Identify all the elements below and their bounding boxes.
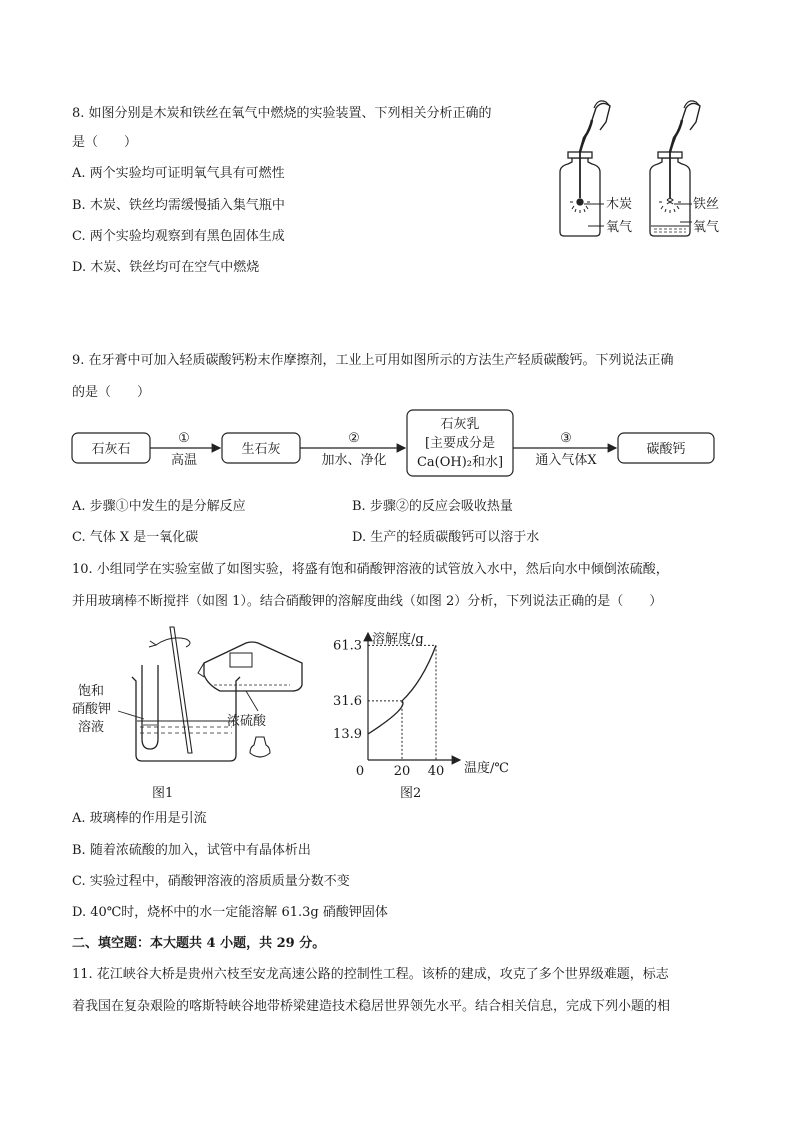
flow-step3-label: 通入气体X bbox=[535, 453, 597, 468]
q10-option-d: D. 40℃时，烧杯中的水一定能溶解 61.3g 硝酸钾固体 bbox=[72, 905, 388, 920]
figure2-caption: 图2 bbox=[400, 786, 422, 801]
label-saturated-2: 硝酸钾 bbox=[72, 702, 112, 717]
q8-option-a: A. 两个实验均可证明氧气具有可燃性 bbox=[72, 166, 285, 181]
label-saturated-1: 饱和 bbox=[78, 684, 105, 699]
flow-box-quicklime-text: 生石灰 bbox=[241, 442, 281, 457]
q9-option-d: D. 生产的轻质碳酸钙可以溶于水 bbox=[352, 530, 540, 545]
solubility-curve bbox=[368, 645, 436, 734]
figure1-caption: 图1 bbox=[152, 786, 174, 801]
flow-box-limestone-text: 石灰石 bbox=[91, 442, 131, 457]
flow-box-lime-milk-l1: 石灰乳 bbox=[440, 417, 480, 432]
q8-option-c: C. 两个实验均观察到有黑色固体生成 bbox=[72, 229, 285, 244]
label-iron-wire: 铁丝 bbox=[693, 197, 720, 212]
q9-option-c: C. 气体 X 是一氧化碳 bbox=[72, 530, 199, 545]
x-tick-20: 20 bbox=[393, 764, 411, 779]
flow-step2-label: 加水、净化 bbox=[321, 453, 387, 468]
q9-stem-line2: 的是（ ） bbox=[72, 385, 151, 400]
jar-charcoal bbox=[560, 101, 610, 236]
label-oxygen-1: 氧气 bbox=[606, 220, 633, 235]
q10-option-b: B. 随着浓硫酸的加入，试管中有晶体析出 bbox=[72, 843, 311, 858]
label-conc-acid: 浓硫酸 bbox=[227, 714, 267, 729]
flow-step1-label: 高温 bbox=[170, 453, 198, 468]
flow-box-lime-milk-l2: [主要成分是 bbox=[424, 436, 496, 451]
acid-bottle bbox=[204, 642, 302, 691]
flow-box-lime-milk-l3: Ca(OH)₂和水] bbox=[416, 455, 504, 470]
q8-stem-line2: 是（ ） bbox=[72, 135, 138, 150]
q10-stem-line2: 并用玻璃棒不断搅拌（如图 1）。结合硝酸钾的溶解度曲线（如图 2）分析，下列说法正确的是（ ） bbox=[72, 594, 663, 609]
flow-box-calcium-carbonate-text: 碳酸钙 bbox=[646, 442, 686, 457]
q10-stem-line1: 10. 小组同学在实验室做了如图实验，将盛有饱和硝酸钾溶液的试管放入水中，然后向水中倾倒浓硫酸， bbox=[72, 562, 669, 577]
q10-option-c: C. 实验过程中，硝酸钾溶液的溶质质量分数不变 bbox=[72, 874, 350, 889]
y-tick-61.3: 61.3 bbox=[333, 638, 362, 654]
q10-option-a: A. 玻璃棒的作用是引流 bbox=[72, 811, 207, 826]
q11-line1: 11. 花江峡谷大桥是贵州六枝至安龙高速公路的控制性工程。该桥的建成，攻克了多个世界级难题，标志 bbox=[72, 967, 669, 982]
q8-figure bbox=[540, 100, 730, 240]
q11-line2: 着我国在复杂艰险的喀斯特峡谷地带桥梁建造技术稳居世界领先水平。结合相关信息，完成下列小题的相 bbox=[72, 999, 671, 1014]
bottle-stopper bbox=[250, 737, 270, 757]
x-tick-40: 40 bbox=[427, 764, 445, 779]
q10-figure1 bbox=[70, 615, 310, 800]
label-oxygen-2: 氧气 bbox=[693, 220, 720, 235]
x-axis-label: 温度/℃ bbox=[464, 761, 509, 776]
y-tick-13.9: 13.9 bbox=[333, 727, 362, 743]
q10-figure2-chart bbox=[328, 625, 528, 805]
q9-stem-line1: 9. 在牙膏中可加入轻质碳酸钙粉末作摩擦剂，工业上可用如图所示的方法生产轻质碳酸钙。下列说法正确 bbox=[72, 353, 674, 368]
q8-stem-line1: 8. 如图分别是木炭和铁丝在氧气中燃烧的实验装置、下列相关分析正确的 bbox=[72, 106, 492, 121]
y-tick-31.6: 31.6 bbox=[333, 693, 362, 709]
q9-option-a: A. 步骤①中发生的是分解反应 bbox=[72, 499, 246, 514]
label-charcoal: 木炭 bbox=[606, 197, 633, 212]
y-axis-label: 溶解度/g bbox=[372, 632, 424, 647]
flow-step2-num: ② bbox=[348, 431, 360, 446]
q9-option-b: B. 步骤②的反应会吸收热量 bbox=[352, 499, 513, 514]
jar-iron bbox=[650, 101, 700, 236]
q8-option-b: B. 木炭、铁丝均需缓慢插入集气瓶中 bbox=[72, 198, 285, 213]
flow-step1-num: ① bbox=[178, 431, 190, 446]
flow-step3-num: ③ bbox=[560, 431, 572, 446]
test-tube bbox=[142, 665, 158, 749]
label-saturated-3: 溶液 bbox=[78, 720, 105, 735]
q9-flowchart bbox=[70, 408, 730, 478]
x-tick-0: 0 bbox=[355, 764, 365, 779]
q8-option-d: D. 木炭、铁丝均可在空气中燃烧 bbox=[72, 260, 260, 275]
section-heading: 二、填空题：本大题共 4 小题，共 29 分。 bbox=[72, 936, 326, 951]
